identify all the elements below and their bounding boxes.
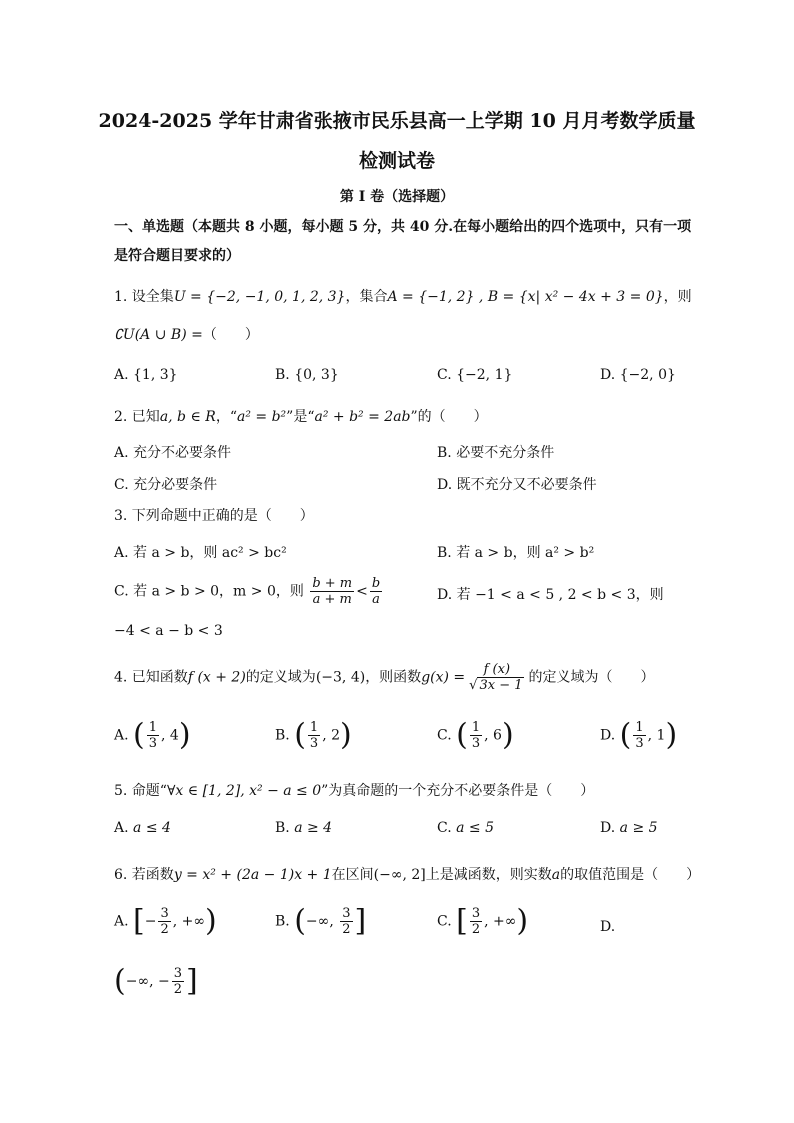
section-heading-line2: 是符合题目要求的）	[114, 248, 240, 264]
q5-option-d[interactable]: D. a ≥ 5	[600, 820, 658, 836]
q2-option-d[interactable]: D. 既不充分又不必要条件	[437, 477, 597, 493]
q6-option-b[interactable]: B. (−∞, $\frac{3}{2}$ ]	[275, 903, 367, 939]
q1-complement-expr: ∁U(A ∪ B) =	[114, 327, 203, 343]
q6-option-d-label[interactable]: D.	[600, 919, 616, 935]
q4-option-c[interactable]: C. ( $\frac{1}{3}$ , 6)	[437, 717, 514, 753]
question-4-stem: 4. 已知函数f (x + 2)的定义域为(−3, 4)，则函数g(x) = $\frac{f (x)}{√ 3x - 1}$ 的定义域为（ ）	[114, 662, 655, 693]
q1-option-a[interactable]: A. {1, 3}	[114, 367, 178, 383]
q2-option-a[interactable]: A. 充分不必要条件	[114, 445, 232, 461]
q1-option-d[interactable]: D. {−2, 0}	[600, 367, 676, 383]
q1-universal-set: U = {−2, −1, 0, 1, 2, 3}	[173, 289, 346, 305]
q6-option-a[interactable]: A. [− $\frac{3}{2}$ , +∞)	[114, 903, 217, 939]
q5-option-c[interactable]: C. a ≤ 5	[437, 820, 495, 836]
question-3-stem: 3. 下列命题中正确的是（ ）	[114, 508, 314, 524]
q1-suffix: ，则	[663, 289, 692, 305]
q6-option-c[interactable]: C. [ $\frac{3}{2}$ , +∞)	[437, 903, 529, 939]
question-1-line2	[114, 324, 259, 346]
q3-c-fraction-1: $\frac{b + m}{a + m}$	[312, 576, 353, 607]
question-5-stem: 5. 命题“∀x ∈ [1, 2], x² − a ≤ 0”为真命题的一个充分不必要条件是（ ）	[114, 783, 595, 799]
q3-c-fraction-2: $\frac{b}{a}$	[371, 576, 381, 607]
q1-answer-paren: （ ）	[202, 327, 259, 343]
exam-title-line2: 检测试卷	[358, 150, 435, 172]
q1-option-b[interactable]: B. {0, 3}	[275, 367, 339, 383]
question-1-stem	[114, 286, 692, 308]
q1-prefix: 1. 设全集	[114, 289, 174, 305]
q3-option-d-continued: −4 < a − b < 3	[114, 623, 223, 639]
q5-option-a[interactable]: A. a ≤ 4	[114, 820, 171, 836]
volume-heading: 第 I 卷（选择题）	[339, 189, 455, 205]
q3-option-c[interactable]: C. 若 a > b > 0，m > 0，则 $\frac{b + m}{a + m}$ < $\frac{b}{a}$	[114, 576, 381, 607]
q2-option-c[interactable]: C. 充分必要条件	[114, 477, 218, 493]
question-6-stem: 6. 若函数y = x² + (2a − 1)x + 1在区间(−∞, 2]上是减函数，则实数a的取值范围是（ ）	[114, 867, 701, 883]
q5-option-b[interactable]: B. a ≥ 4	[275, 820, 333, 836]
q1-option-c[interactable]: C. {−2, 1}	[437, 367, 513, 383]
q4-option-a[interactable]: A. ( $\frac{1}{3}$ , 4)	[114, 717, 191, 753]
q4-option-d[interactable]: D. ( $\frac{1}{3}$ , 1)	[600, 717, 678, 753]
q3-option-a[interactable]: A. 若 a > b，则 ac² > bc²	[114, 545, 287, 561]
section-heading-line1: 一、单选题（本题共 8 小题，每小题 5 分，共 40 分.在每小题给出的四个选项中，只有一项	[114, 219, 692, 235]
q4-g-fraction: $\frac{f (x)}{√ 3x - 1}$	[469, 662, 523, 693]
q3-option-d[interactable]: D. 若 −1 < a < 5 , 2 < b < 3，则	[437, 587, 664, 603]
q6-option-d[interactable]: (−∞, − $\frac{3}{2}$ ]	[114, 963, 198, 999]
question-2-stem: 2. 已知a, b ∈ R，“a² = b²”是“a² + b² = 2ab”的（ ）	[114, 409, 488, 425]
q1-mid: ，集合	[345, 289, 388, 305]
q4-option-b[interactable]: B. ( $\frac{1}{3}$ , 2)	[275, 717, 352, 753]
exam-title-line1: 2024-2025 学年甘肃省张掖市民乐县高一上学期 10 月月考数学质量	[98, 110, 696, 132]
q1-sets-ab: A = {−1, 2} , B = {x| x² − 4x + 3 = 0}	[387, 289, 664, 305]
q3-option-b[interactable]: B. 若 a > b，则 a² > b²	[437, 545, 595, 561]
q2-option-b[interactable]: B. 必要不充分条件	[437, 445, 555, 461]
